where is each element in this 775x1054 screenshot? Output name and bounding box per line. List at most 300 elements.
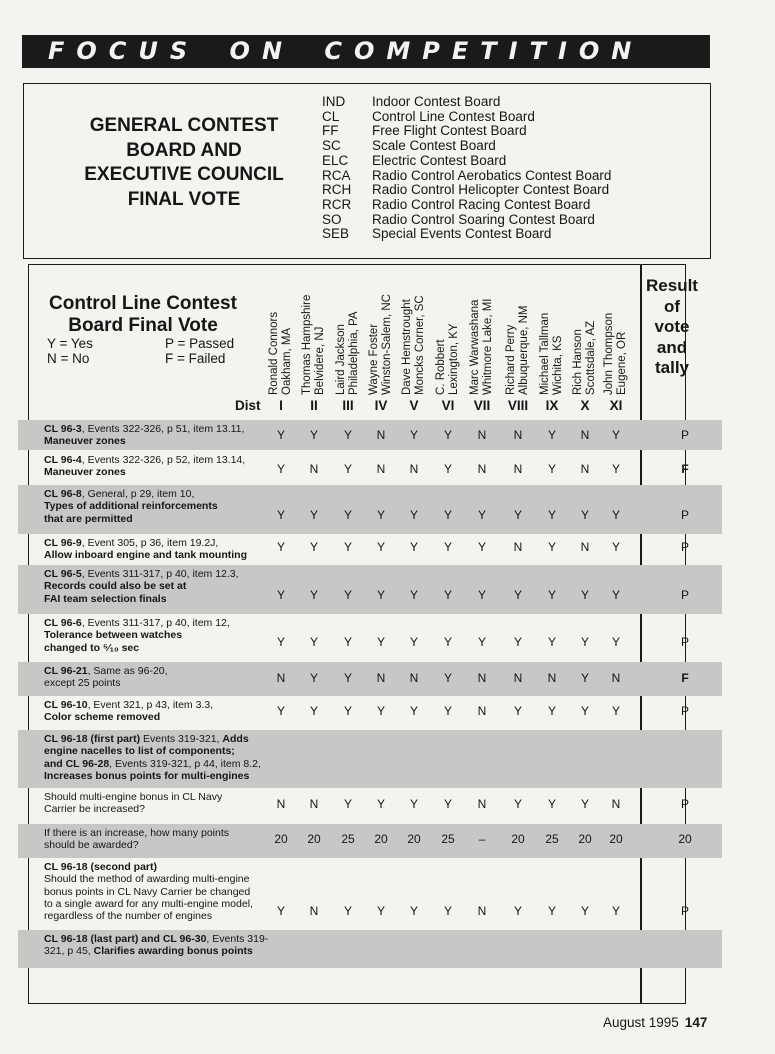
description-line [44,537,282,549]
vote-cell: 25 [441,832,455,846]
page-footer [603,1015,707,1030]
board-abbreviation-list [322,95,611,242]
member-name: C. Robbert [435,339,447,395]
member-name: Michael Tallman [539,312,551,395]
district-number: VIII [507,398,529,413]
description-text: Events 319-321, [140,733,223,745]
board-name: Special Events Contest Board [372,226,552,242]
vote-cell: Y [513,904,522,918]
board-name: Control Line Contest Board [372,108,535,124]
member-header [268,312,293,395]
proposal-description [44,454,282,479]
description-line [44,580,282,592]
vote-cell: N [309,904,319,918]
vote-cell: Y [580,671,589,685]
description-text: bonus points in CL Navy Carrier be changed [44,885,251,898]
vote-cell: Y [409,540,418,554]
board-item [322,169,611,184]
vote-cell: Y [443,704,452,718]
member-place: Whitmore Lake, MI [481,298,494,395]
description-text: CL 96-3 [44,423,82,435]
table-row [18,451,722,485]
description-line [44,699,282,711]
vote-cell: Y [611,462,620,476]
vote-cell: Y [343,904,352,918]
result-column-header: Result of vote and tally [646,276,698,377]
description-text: Clarifies awarding bonus points [93,945,253,958]
description-text: Color scheme removed [44,711,161,724]
vote-cell: Y [547,904,556,918]
vote-cell: N [580,428,590,442]
vote-cell: 20 [307,832,321,846]
proposal-description [44,933,282,958]
board-code: IND [322,94,346,109]
district-number: IX [545,398,559,413]
member-place: Philadelphia, PA [347,311,360,395]
board-name: Radio Control Soaring Contest Board [372,211,595,227]
description-line [44,549,282,561]
result-cell: P [680,540,689,554]
member-place: Oakham, MA [280,327,293,395]
vote-cell: Y [580,508,589,522]
proposal-description [44,537,282,562]
vote-cell: N [409,462,419,476]
vote-cell: N [477,462,487,476]
district-number: I [279,398,283,413]
vote-cell: Y [611,540,620,554]
description-line [44,803,282,815]
table-row [18,824,722,858]
description-text: , Events 319- [206,933,269,945]
proposal-description [44,617,282,654]
description-text: , Events 311-317, p 40, item 12.3, [81,568,239,580]
vote-cell: Y [443,797,452,811]
vote-cell: N [513,671,523,685]
vote-cell: Y [309,508,318,522]
board-name: Radio Control Helicopter Contest Board [372,182,610,198]
district-number: XI [609,398,623,413]
vote-cell: Y [309,704,318,718]
vote-cell: Y [547,540,556,554]
proposal-description [44,568,282,605]
description-text: Should multi-engine bonus in CL Navy [44,791,223,803]
vote-cell: Y [309,588,318,602]
description-text: Should the method of awarding multi-engine [44,873,250,886]
board-item [322,183,611,198]
member-name: Thomas Hampshire [301,294,313,395]
description-line [44,933,282,945]
proposal-description [44,423,282,448]
table-row [18,420,722,450]
vote-cell: Y [477,508,486,522]
description-text: , Events 311-317, p 40, item 12, [81,617,230,629]
board-item [322,154,611,169]
vote-cell: Y [276,508,285,522]
description-line [44,568,282,580]
description-text: and CL 96-28 [44,757,110,770]
member-header [505,306,530,396]
description-text: Maneuver zones [44,466,126,479]
vote-cell: N [477,671,487,685]
description-text: that are permitted [44,512,133,525]
vote-cell: Y [409,704,418,718]
vote-cell: Y [343,540,352,554]
vote-cell: – [478,832,486,846]
board-name: Electric Contest Board [372,152,507,168]
description-text: should be awarded? [44,839,139,852]
vote-cell: 20 [407,832,421,846]
member-header [368,294,393,395]
vote-cell: Y [343,671,352,685]
board-code: SC [322,138,341,154]
description-line [44,593,282,605]
vote-cell: Y [343,797,352,811]
member-name: Richard Perry [505,324,517,395]
vote-cell: Y [343,508,352,522]
district-number: VII [473,398,491,413]
vote-cell: N [477,704,487,718]
description-text: , General, p 29, item 10, [81,488,195,500]
vote-cell: N [547,671,557,685]
description-line [44,910,282,922]
description-text: , Events 319-321, p 44, item 8.2, [109,757,261,770]
board-code: ELC [322,152,349,168]
result-cell: F [681,671,689,685]
description-text: , Event 321, p 43, item 3.3, [87,699,214,711]
vote-cell: Y [276,462,285,476]
vote-cell: Y [343,462,352,476]
board-code: SO [322,211,342,227]
member-header [435,323,460,395]
member-name: Rich Hanson [572,329,584,395]
description-text: Types of additional reinforcements [44,500,218,513]
description-text: Maneuver zones [44,435,126,448]
result-cell: P [680,704,689,718]
member-header [603,313,628,395]
vote-cell: Y [376,635,385,649]
vote-cell: Y [443,428,452,442]
table-row [18,534,722,565]
description-text: changed to ⁵⁄₁₀ sec [44,641,140,654]
vote-cell: Y [376,904,385,918]
description-line [44,758,282,770]
vote-cell: Y [343,704,352,718]
page-number: 147 [684,1015,708,1030]
description-text: CL 96-8 [44,488,82,500]
member-name: Ronald Connors [268,311,280,395]
description-text: Tolerance between watches [44,629,183,642]
district-number: II [310,398,318,413]
vote-cell: Y [611,508,620,522]
vote-cell: Y [477,540,486,554]
member-place: Winston-Salem, NC [380,294,393,395]
vote-cell: 20 [274,832,288,846]
table-row [18,565,722,614]
description-line [44,423,282,435]
table-row [18,858,722,930]
vote-cell: N [513,462,523,476]
vote-cell: Y [443,508,452,522]
description-line [44,945,282,957]
vote-cell: N [513,428,523,442]
vote-cell: Y [343,588,352,602]
description-text: CL 96-5 [44,568,82,580]
vote-cell: Y [343,635,352,649]
vote-cell: Y [376,588,385,602]
vote-cell: Y [443,671,452,685]
member-name: Laird Jackson [335,324,347,395]
proposal-description [44,733,282,782]
description-text: FAI team selection finals [44,592,167,605]
vote-cell: N [513,540,523,554]
vote-cell: Y [443,635,452,649]
board-code: SEB [322,226,350,242]
vote-cell: Y [276,635,285,649]
vote-cell: Y [547,462,556,476]
vote-cell: N [477,428,487,442]
vote-cell: Y [309,540,318,554]
vote-cell: Y [276,704,285,718]
vote-cell: Y [309,671,318,685]
board-name: Scale Contest Board [372,138,496,154]
vote-legend: Y = Yes P = Passed N = No F = Failed [47,336,235,366]
vote-cell: Y [580,797,589,811]
description-line [44,500,282,512]
vote-cell: Y [443,462,452,476]
board-code: RCH [322,182,352,198]
vote-cell: Y [513,508,522,522]
board-code: FF [322,123,339,139]
result-cell: F [681,462,689,476]
description-text: CL 96-6 [44,617,82,629]
description-line [44,665,282,677]
vote-cell: Y [547,428,556,442]
vote-cell: N [409,671,419,685]
vote-cell: Y [477,635,486,649]
description-line [44,886,282,898]
description-text: , Events 322-326, p 52, item 13.14, [81,454,246,466]
vote-cell: N [376,428,386,442]
description-text: , Same as 96-20, [87,665,168,677]
vote-cell: Y [580,704,589,718]
table-row [18,485,722,534]
proposal-description [44,699,282,724]
board-name: Radio Control Aerobatics Contest Board [372,167,612,183]
vote-cell: Y [611,588,620,602]
result-cell: P [680,428,689,442]
vote-cell: Y [611,635,620,649]
description-line [44,677,282,689]
vote-cell: Y [443,904,452,918]
general-board-title: GENERAL CONTEST BOARD AND EXECUTIVE COUNCIL FINAL VOTE [84,115,284,210]
board-code: RCR [322,196,352,212]
vote-cell: Y [547,588,556,602]
board-item [322,213,611,228]
member-header [335,311,360,395]
proposal-description [44,827,282,852]
table-row [18,930,722,968]
table-row [18,614,722,662]
issue-date: August 1995 [603,1015,679,1030]
result-cell: P [680,904,689,918]
member-place: Moncks Corner, SC [413,295,426,395]
description-text: except 25 points [44,677,121,690]
description-line [44,466,282,478]
board-item [322,124,611,139]
description-line [44,642,282,654]
description-text: Carrier be increased? [44,803,145,816]
vote-cell: Y [547,704,556,718]
result-cell: P [680,635,689,649]
vote-cell: N [611,797,621,811]
vote-cell: Y [547,797,556,811]
description-text: CL 96-9 [44,537,82,549]
vote-cell: Y [409,635,418,649]
description-text: regardless of the number of engines [44,910,213,923]
board-name: Radio Control Racing Contest Board [372,196,591,212]
description-text: CL 96-21 [44,665,88,677]
vote-cell: 20 [511,832,525,846]
vote-cell: Y [547,508,556,522]
table-title: Control Line Contest Board Final Vote [49,293,237,336]
vote-cell: Y [443,588,452,602]
vote-cell: Y [611,704,620,718]
vote-cell: N [276,671,286,685]
vote-cell: Y [376,540,385,554]
description-text: Increases bonus points for multi-engines [44,769,250,782]
result-cell: P [680,588,689,602]
vote-cell: Y [276,588,285,602]
vote-cell: N [580,462,590,476]
result-cell: P [680,797,689,811]
vote-cell: Y [477,588,486,602]
member-place: Albuquerque, NM [517,305,530,395]
description-text: CL 96-10 [44,699,88,711]
description-text: Allow inboard engine and tank mounting [44,549,247,562]
description-text: engine nacelles to list of components; [44,745,235,758]
description-line [44,435,282,447]
proposal-description [44,488,282,525]
board-item [322,139,611,154]
table-row [18,662,722,696]
vote-cell: Y [409,904,418,918]
table-row [18,730,722,788]
member-name: Dave Hemstrought [401,299,413,395]
member-header [539,313,564,395]
vote-cell: Y [513,635,522,649]
board-item [322,198,611,213]
section-banner: FOCUS ON COMPETITION [22,35,710,68]
vote-cell: 25 [341,832,355,846]
member-place: Belvidere, NJ [313,326,326,395]
vote-cell: N [477,797,487,811]
description-text: If there is an increase, how many points [44,827,230,839]
vote-cell: 20 [374,832,388,846]
member-header [301,295,326,395]
member-name: Marc Warwashana [469,299,481,395]
member-place: Eugene, OR [615,331,628,395]
description-line [44,861,282,873]
vote-cell: N [376,671,386,685]
district-number: X [580,398,590,413]
description-text: Adds [222,733,249,745]
member-place: Scottsdale, AZ [584,320,597,395]
board-name: Indoor Contest Board [372,94,501,109]
vote-cell: N [309,797,319,811]
vote-cell: Y [580,588,589,602]
board-item [322,227,611,242]
vote-cell: Y [547,635,556,649]
vote-cell: N [580,540,590,554]
result-cell: 20 [678,832,692,846]
vote-cell: Y [276,904,285,918]
vote-cell: Y [276,540,285,554]
vote-cell: Y [409,797,418,811]
vote-cell: Y [343,428,352,442]
description-line [44,898,282,910]
vote-cell: Y [309,635,318,649]
vote-cell: Y [513,588,522,602]
description-line [44,617,282,629]
general-board-box [23,83,711,259]
vote-cell: Y [376,797,385,811]
description-line [44,488,282,500]
description-line [44,711,282,723]
description-line [44,454,282,466]
proposal-description [44,665,282,690]
member-header [401,295,426,395]
description-line [44,873,282,885]
vote-cell: Y [443,540,452,554]
district-number: IV [374,398,388,413]
description-line [44,770,282,782]
description-line [44,733,282,745]
vote-cell: Y [611,428,620,442]
district-number: III [342,398,354,413]
description-text: , Events 322-326, p 51, item 13.11, [81,423,245,435]
district-number: V [409,398,419,413]
vote-cell: 20 [609,832,623,846]
description-line [44,791,282,803]
description-line [44,513,282,525]
vote-cell: Y [409,428,418,442]
description-line [44,827,282,839]
vote-cell: Y [513,797,522,811]
description-text: Records could also be set at [44,580,187,593]
vote-cell: N [276,797,286,811]
member-name: Wayne Foster [368,323,380,395]
description-text: CL 96-18 (last part) and CL 96-30 [44,933,207,945]
vote-cell: N [376,462,386,476]
table-row [18,696,722,730]
vote-cell: N [309,462,319,476]
vote-cell: 25 [545,832,559,846]
table-row [18,788,722,824]
board-item [322,110,611,125]
district-number: VI [441,398,455,413]
proposal-description [44,861,282,922]
vote-cell: Y [409,588,418,602]
vote-cell: Y [580,904,589,918]
district-label: Dist [235,398,261,413]
description-text: to a single award for any multi-engine model, [44,897,253,910]
vote-cell: N [477,904,487,918]
member-header [572,321,597,395]
result-cell: P [680,508,689,522]
vote-cell: Y [409,508,418,522]
vote-cell: Y [309,428,318,442]
description-text: CL 96-18 (first part) [44,733,141,745]
